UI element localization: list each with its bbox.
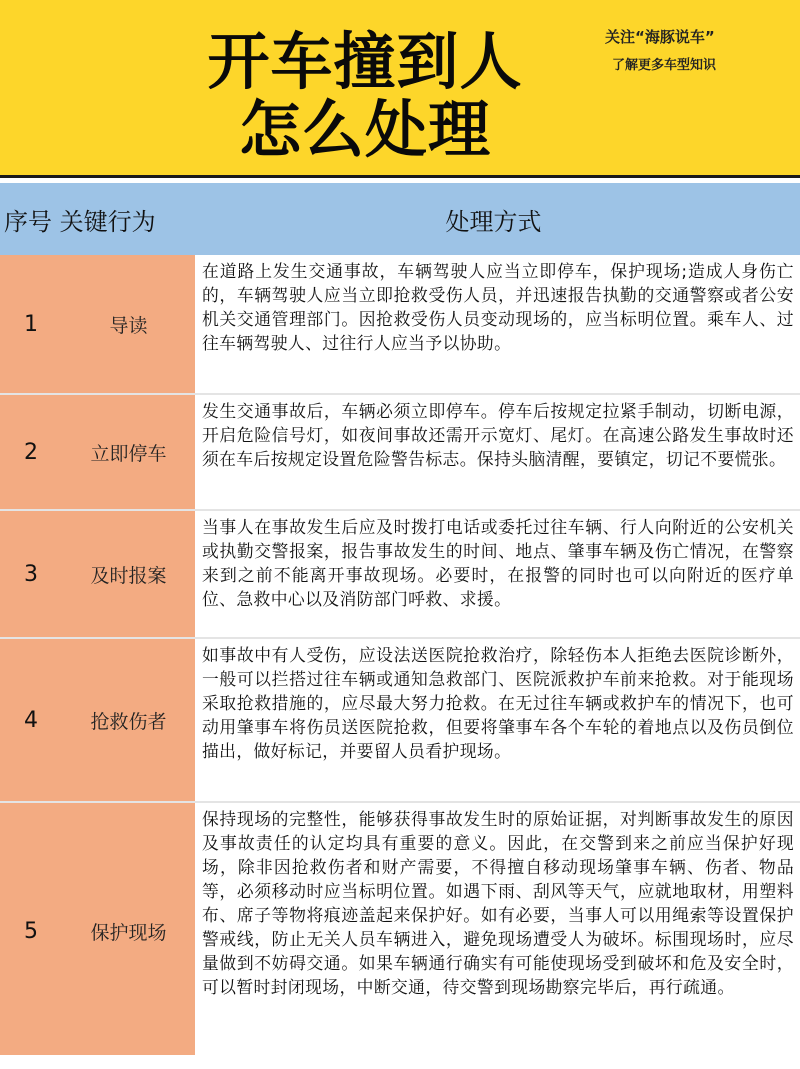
row-action: 及时报案 (62, 511, 195, 637)
row-number: 3 (0, 511, 62, 637)
page-title-line-1: 开车撞到人 (207, 25, 523, 98)
row-description: 当事人在事故发生后应及时拨打电话或委托过往车辆、行人向附近的公安机关或执勤交警报案，报告事故发生的时间、地点、肇事车辆及伤亡情况，在警察来到之前不能离开事故现场。必要时，在报警的同时也可以向附近的医疗单位、急救中心以及消防部门呼救、求援。 (195, 511, 800, 637)
row-description: 在道路上发生交通事故，车辆驾驶人应当立即停车，保护现场;造成人身伤亡的，车辆驾驶人应当立即抢救受伤人员，并迅速报告执勤的交通警察或者公安机关交通管理部门。因抢救受伤人员变动现场的，应当标明位置。乘车人、过往车辆驾驶人、过往行人应当予以协助。 (195, 255, 800, 393)
row-description: 发生交通事故后，车辆必须立即停车。停车后按规定拉紧手制动，切断电源，开启危险信号灯，如夜间事故还需开示宽灯、尾灯。在高速公路发生事故时还须在车后按规定设置危险警告标志。保持头脑清醒，要镇定，切记不要慌张。 (195, 395, 800, 509)
page-title-line-2: 怎么处理 (238, 93, 491, 166)
header-index-action: 序号 关键行为 (4, 207, 156, 236)
row-number: 1 (0, 255, 62, 393)
row-number: 2 (0, 395, 62, 509)
handling-table (0, 183, 800, 1060)
row-action: 导读 (62, 255, 195, 393)
row-action: 立即停车 (62, 395, 195, 509)
follow-subtitle: 了解更多车型知识 (612, 58, 717, 73)
row-action: 保护现场 (62, 803, 195, 1060)
row-action: 抢救伤者 (62, 639, 195, 801)
title-banner (0, 0, 800, 178)
table-header (0, 183, 800, 255)
table-row (0, 511, 800, 639)
bottom-margin (0, 1055, 800, 1069)
table-row (0, 255, 800, 395)
row-number: 4 (0, 639, 62, 801)
follow-prompt: 关注“海豚说车” (605, 28, 715, 46)
row-number: 5 (0, 803, 62, 1060)
row-description: 保持现场的完整性，能够获得事故发生时的原始证据，对判断事故发生的原因及事故责任的认定均具有重要的意义。因此，在交警到来之前应当保护好现场，除非因抢救伤者和财产需要，不得擅自移动现场肇事车辆、伤者、物品等，必须移动时应当标明位置。如遇下雨、刮风等天气，应就地取材，用塑料布、席子等物将痕迹盖起来保护好。如有必要，当事人可以用绳索等设置保护警戒线，防止无关人员车辆进入，避免现场遭受人为破坏。标围现场时，应尽量做到不妨碍交通。如果车辆通行确实有可能使现场受到破坏和危及安全时，可以暂时封闭现场，中断交通，待交警到现场勘察完毕后，再行疏通。 (195, 803, 800, 1060)
table-row (0, 639, 800, 803)
row-description: 如事故中有人受伤，应设法送医院抢救治疗，除轻伤本人拒绝去医院诊断外，一般可以拦搭过往车辆或通知急救部门、医院派救护车前来抢救。对于能现场采取抢救措施的，应尽最大努力抢救。在无过往车辆或救护车的情况下，也可动用肇事车将伤员送医院抢救，但要将肇事车各个车轮的着地点以及伤员倒位描出，做好标记，并要留人员看护现场。 (195, 639, 800, 801)
header-method: 处理方式 (445, 207, 542, 236)
table-row (0, 395, 800, 511)
table-row (0, 803, 800, 1060)
